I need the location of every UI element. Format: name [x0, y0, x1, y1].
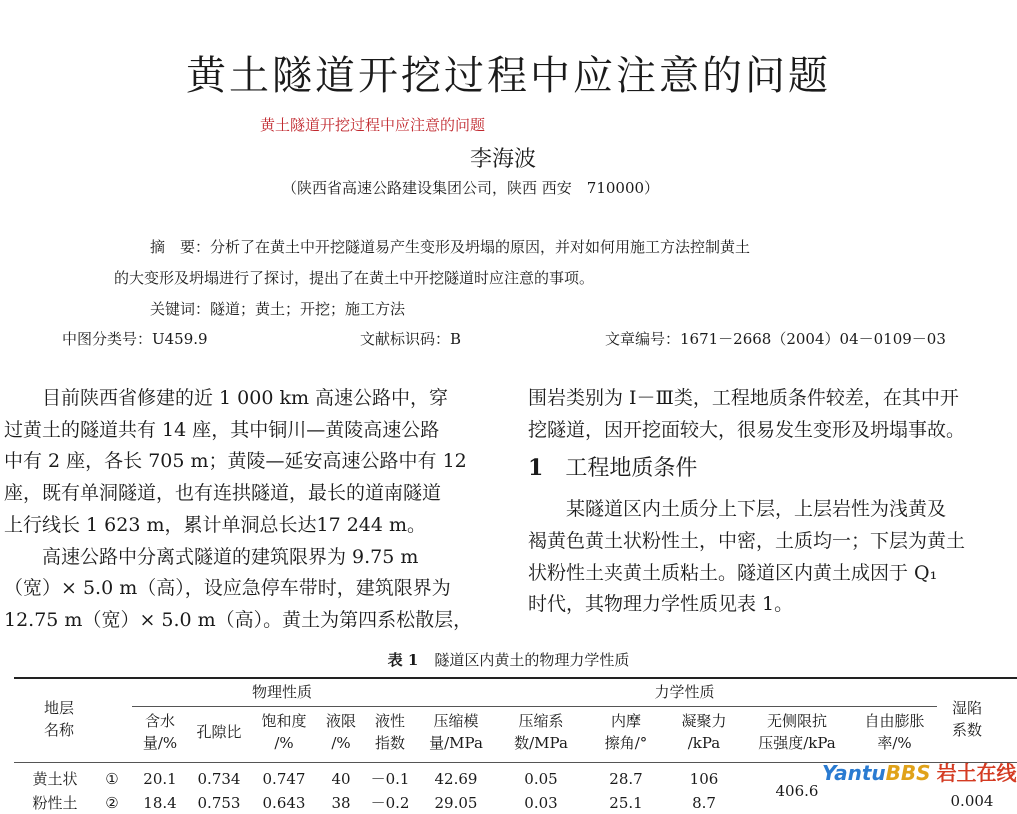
- table-cell: 25.1: [609, 794, 643, 812]
- section-heading: [528, 453, 1013, 485]
- body-line: 座，既有单洞隧道，也有连拱隧道，最长的道南隧道: [4, 482, 442, 505]
- body-line: 时代，其物理力学性质见表 1。: [528, 593, 794, 616]
- table-cell: 29.05: [434, 794, 478, 812]
- table-cell: 8.7: [692, 794, 716, 812]
- physical-properties-header: 物理性质: [251, 683, 312, 701]
- table-cell: －0.1: [370, 770, 410, 788]
- body-line: 褐黄色黄土状粉性土，中密，土质均一；下层为黄土: [528, 529, 966, 552]
- table-cell: 40: [331, 770, 351, 788]
- table-group-rule: [132, 706, 937, 707]
- body-line: 某隧道区内土质分上下层，上层岩性为浅黄及: [528, 498, 947, 521]
- table-caption-text: 隧道区内黄土的物理力学性质: [434, 651, 630, 669]
- column-header: 凝聚力 /kPa: [681, 712, 727, 752]
- table-cell: 20.1: [143, 770, 177, 788]
- table-cell: 0.643: [262, 794, 306, 812]
- paper-title: 黄土隧道开挖过程中应注意的问题: [186, 53, 831, 99]
- body-line: 中有 2 座，各长 705 m；黄陵—延安高速公路中有 12: [4, 450, 467, 473]
- affiliation: （陕西省高速公路建设集团公司，陕西 西安 710000）: [282, 179, 660, 197]
- document-code: 文献标识码：B: [360, 330, 462, 348]
- watermark-part: BBS: [885, 761, 931, 785]
- body-line: 上行线长 1 623 m，累计单洞总长达17 244 m。: [4, 513, 427, 536]
- red-title-annotation: 黄土隧道开挖过程中应注意的问题: [260, 116, 486, 134]
- author-name: 李海波: [470, 147, 537, 172]
- collapse-coefficient-header: 湿陷 系数: [951, 699, 982, 739]
- merged-strength-cell: 406.6: [775, 782, 819, 800]
- body-line: 围岩类别为 Ⅰ－Ⅲ类，工程地质条件较差，在其中开: [528, 387, 959, 409]
- table-cell: 106: [689, 770, 719, 788]
- column-header: 内摩 擦角/°: [604, 712, 648, 752]
- column-header: 饱和度 /%: [261, 712, 307, 752]
- article-number: 文章编号：1671－2668（2004）04－0109－03: [605, 330, 946, 348]
- classification-number: 中图分类号：U459.9: [62, 330, 208, 348]
- table-caption-label: 表 1: [387, 651, 419, 669]
- stratum-name: 粉性土: [32, 794, 78, 812]
- table-top-rule: [14, 677, 1017, 679]
- table-cell: －0.2: [370, 794, 410, 812]
- table-cell: 0.05: [524, 770, 558, 788]
- body-right-column: [528, 383, 1013, 621]
- stratum-mark: ②: [105, 794, 119, 812]
- body-line: 状粉性土夹黄土质粘土。隧道区内黄土成因于 Q₁: [528, 561, 938, 584]
- keywords: 关键词：隧道；黄土；开挖；施工方法: [150, 300, 406, 318]
- column-header: 含水 量/%: [142, 712, 178, 752]
- table-cell: 0.753: [197, 794, 241, 812]
- stratum-name: 黄土状: [32, 770, 78, 788]
- body-line: 高速公路中分离式隧道的建筑限界为 9.75 m: [4, 545, 419, 568]
- body-line: 目前陕西省修建的近 1 000 km 高速公路中，穿: [4, 387, 449, 409]
- table-cell: 28.7: [609, 770, 643, 788]
- table-cell: 0.03: [524, 794, 558, 812]
- body-left-column: [4, 383, 489, 637]
- column-header: 自由膨胀 率/%: [864, 712, 925, 752]
- section-title: 工程地质条件: [565, 456, 698, 482]
- table-cell: 0.747: [262, 770, 306, 788]
- table-cell: 0.734: [197, 770, 241, 788]
- table-caption: [0, 649, 1017, 670]
- abstract-line-1: 摘 要：分析了在黄土中开挖隧道易产生变形及坍塌的原因，并对如何用施工方法控制黄土: [150, 238, 751, 256]
- collapse-coefficient-cell: 0.004: [950, 792, 994, 810]
- table-cell: 18.4: [143, 794, 177, 812]
- body-line: （宽）× 5.0 m（高），设应急停车带时，建筑限界为: [4, 577, 451, 600]
- section-number: 1: [528, 455, 544, 482]
- mechanical-properties-header: 力学性质: [654, 683, 715, 701]
- column-header: 压缩系 数/MPa: [514, 712, 568, 752]
- watermark-part: Yantu: [822, 761, 886, 785]
- abstract-line-2: 的大变形及坍塌进行了探讨，提出了在黄土中开挖隧道时应注意的事项。: [114, 269, 595, 287]
- body-line: 过黄土的隧道共有 14 座，其中铜川—黄陵高速公路: [4, 418, 440, 441]
- column-header: 无侧限抗 压强度/kPa: [758, 712, 836, 752]
- watermark-part: 岩土在线: [936, 761, 1017, 785]
- column-header: 压缩模 量/MPa: [429, 712, 483, 752]
- column-header: 孔隙比: [196, 723, 242, 741]
- stratum-header: 地层 名称: [43, 699, 74, 739]
- column-header: 液限 /%: [325, 712, 356, 752]
- site-watermark: [822, 757, 1017, 786]
- stratum-mark: ①: [105, 770, 119, 788]
- body-line: 12.75 m（宽）× 5.0 m（高）。黄土为第四系松散层，: [4, 608, 473, 631]
- column-header: 液性 指数: [374, 712, 405, 752]
- table-cell: 42.69: [434, 770, 478, 788]
- body-line: 挖隧道，因开挖面较大，很易发生变形及坍塌事故。: [528, 418, 966, 441]
- table-cell: 38: [331, 794, 351, 812]
